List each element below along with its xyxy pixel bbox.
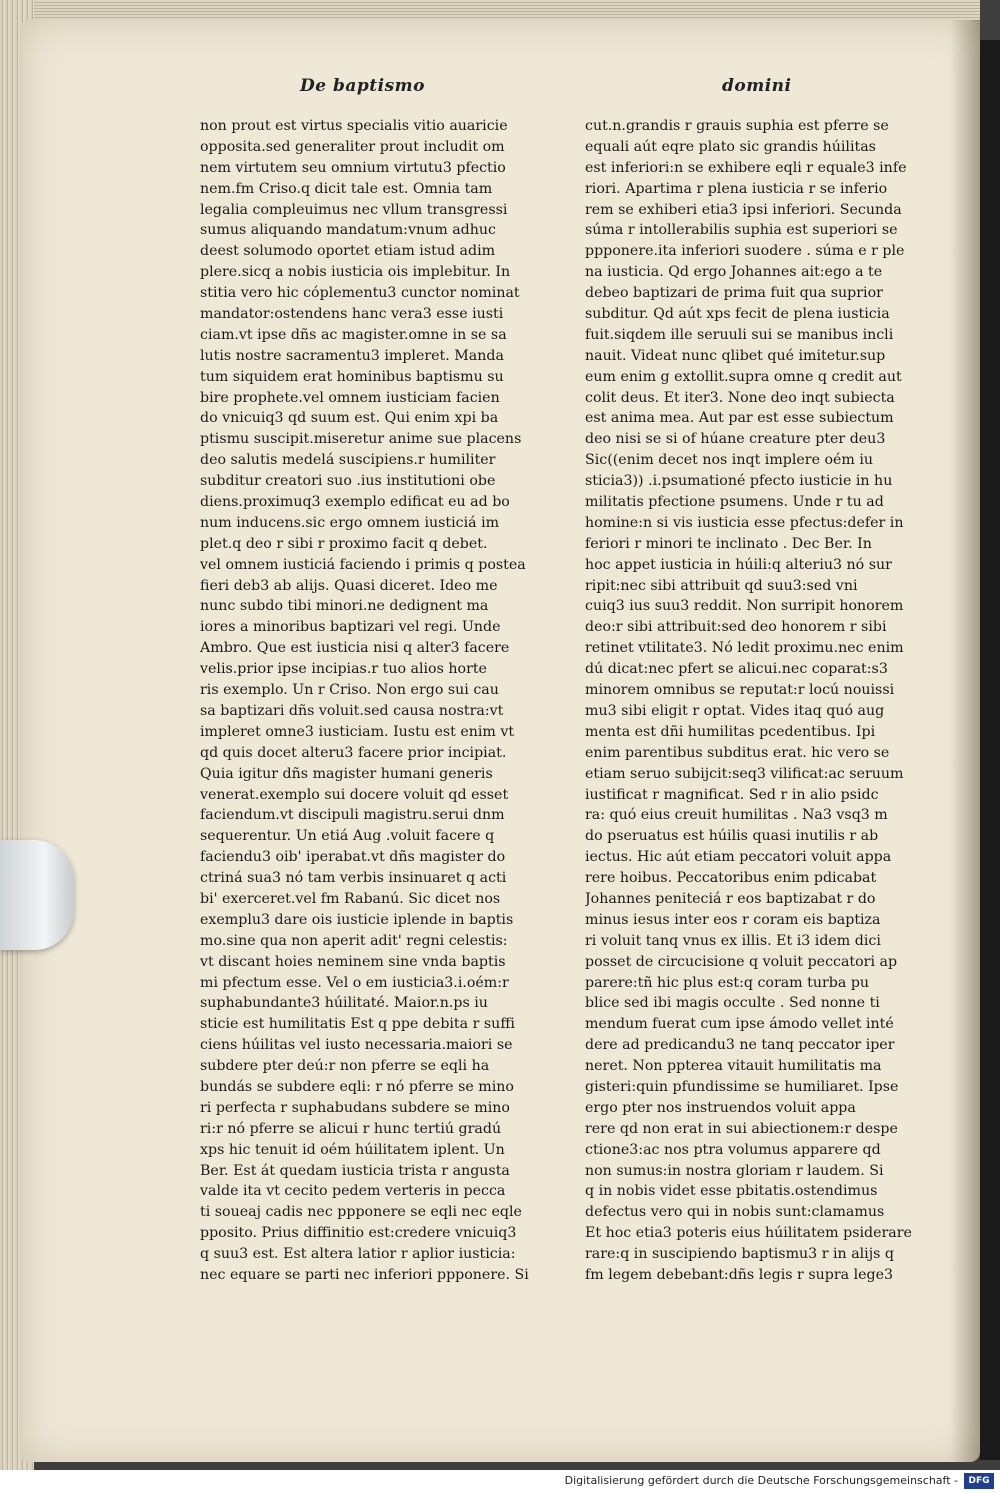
text-line: est anima mea. Aut par est esse subiectum bbox=[585, 410, 894, 427]
text-line: lutis nostre sacramentu3 impleret. Manda bbox=[200, 347, 504, 364]
text-line: ripit:nec sibi attribuit qd suu3:sed vni bbox=[585, 577, 858, 594]
text-line: Quia igitur dñs magister humani generis bbox=[200, 765, 493, 782]
text-line: do pseruatus est húilis quasi inutilis r ab bbox=[585, 828, 879, 845]
footer-bar bbox=[0, 1470, 1000, 1493]
text-line: súma r intollerabilis suphia est superiori se bbox=[585, 222, 898, 239]
text-line: menta est dñi humilitas pcedentibus. Ipi bbox=[585, 723, 876, 740]
text-line: iores a minoribus baptizari vel regi. Unde bbox=[200, 619, 501, 636]
text-line: feriori r minori te inclinato . Dec Ber. In bbox=[585, 535, 872, 552]
text-line: opposita.sed generaliter prout includit om bbox=[200, 138, 505, 155]
text-line: mandator:ostendens hanc vera3 esse iusti bbox=[200, 306, 504, 323]
text-line: qd quis docet alteru3 facere prior incipiat. bbox=[200, 744, 507, 761]
text-line: ciens húilitas vel iusto necessaria.maiori se bbox=[200, 1037, 513, 1054]
text-line: parere:tñ hic plus est:q coram turba pu bbox=[585, 974, 870, 991]
text-line: velis.prior ipse incipias.r tuo alios horte bbox=[200, 661, 487, 678]
text-line: rere qd non erat in sui abiectionem:r despe bbox=[585, 1120, 898, 1137]
text-line: bire prophete.vel omnem iusticiam facien bbox=[200, 389, 500, 406]
text-line: do vnicuiq3 qd suum est. Qui enim xpi ba bbox=[200, 410, 499, 427]
text-line: q suu3 est. Est altera latior r aplior iusticia: bbox=[200, 1246, 516, 1263]
text-line: dú dicat:nec pfert se alicui.nec coparat:s3 bbox=[585, 661, 888, 678]
text-line: neret. Non ppterea vitauit humilitatis ma bbox=[585, 1058, 882, 1075]
text-line: venerat.exemplo sui docere voluit qd esset bbox=[200, 786, 509, 803]
text-line: plet.q deo r sibi r proximo facit q debet. bbox=[200, 535, 488, 552]
text-line: ri perfecta r suphabudans subdere se mino bbox=[200, 1099, 510, 1116]
text-line: homine:n si vis iusticia esse pfectus:defer in bbox=[585, 514, 904, 531]
footer-credit: Digitalisierung gefördert durch die Deutsche Forschungsgemeinschaft - bbox=[564, 1474, 958, 1487]
text-line: ris exemplo. Un r Criso. Non ergo sui cau bbox=[200, 682, 499, 699]
text-line: ergo pter nos instruendos voluit appa bbox=[585, 1099, 856, 1116]
text-line: nem.fm Criso.q dicit tale est. Omnia tam bbox=[200, 180, 493, 197]
text-line: cuiq3 ius suu3 reddit. Non surripit honorem bbox=[585, 598, 904, 615]
text-line: diens.proximuq3 exemplo edificat eu ad bo bbox=[200, 494, 510, 511]
text-line: Ber. Est át quedam iusticia trista r angusta bbox=[200, 1162, 510, 1179]
text-line: bundás se subdere eqli: r nó pferre se mino bbox=[200, 1078, 514, 1095]
text-line: impleret omne3 iusticiam. Iustu est enim vt bbox=[200, 723, 515, 740]
text-line: q in nobis videt esse pbitatis.ostendimus bbox=[585, 1183, 878, 1200]
text-line: non prout est virtus specialis vitio auaricie bbox=[200, 118, 508, 134]
text-line: nunc subdo tibi minori.ne dedignent ma bbox=[200, 598, 489, 615]
text-line: retinet vtilitate3. Nó ledit proximu.nec enim bbox=[585, 640, 904, 657]
text-line: num inducens.sic ergo omnem iusticiá im bbox=[200, 514, 500, 531]
text-line: exemplu3 dare ois iusticie iplende in baptis bbox=[200, 911, 514, 928]
text-line: sticia3)) .i.psumationé pfecto iusticie in hu bbox=[585, 473, 893, 490]
text-line: enim parentibus subditus erat. hic vero se bbox=[585, 744, 890, 761]
text-line: ciam.vt ipse dñs ac magister.omne in se sa bbox=[200, 326, 507, 343]
text-line: subditur. Qd aút xps fecit de plena iusticia bbox=[585, 306, 890, 323]
text-line: iustificat r magnificat. Sed r in alio psidc bbox=[585, 786, 879, 803]
text-line: mu3 sibi eligit r optat. Vides itaq quó aug bbox=[585, 702, 885, 719]
text-line: minus iesus inter eos r coram eis baptiza bbox=[585, 911, 881, 928]
text-line: fuit.siqdem ille seruuli sui se manibus incli bbox=[585, 326, 894, 343]
text-line: Sic((enim decet nos inqt implere oém iu bbox=[585, 452, 874, 469]
text-line: sequerentur. Un etiá Aug .voluit facere q bbox=[200, 828, 495, 845]
text-line: minorem omnibus se reputat:r locú nouissi bbox=[585, 682, 895, 699]
text-line: valde ita vt cecito pedem verteris in pecca bbox=[200, 1183, 506, 1200]
text-line: est inferiori:n se exhibere eqli r equale3 infe bbox=[585, 159, 907, 176]
text-line: ctriná sua3 nó tam verbis insinuaret q acti bbox=[200, 870, 507, 887]
text-column-left bbox=[200, 116, 565, 1286]
text-line: equali aút eqre plato sic grandis húilitas bbox=[585, 138, 876, 155]
text-line: Ambro. Que est iusticia nisi q alter3 facere bbox=[200, 640, 510, 657]
text-line: nauit. Videat nunc qlibet qué imitetur.sup bbox=[585, 347, 886, 364]
text-line: subditur creatori suo .ius institutioni obe bbox=[200, 473, 496, 490]
text-line: ra: quó eius creuit humilitas . Na3 vsq3 m bbox=[585, 807, 888, 824]
page-clip bbox=[0, 840, 74, 950]
text-line: Et hoc etia3 poteris eius húilitatem psiderare bbox=[585, 1225, 912, 1242]
text-line: posset de circucisione q voluit peccatori ap bbox=[585, 953, 898, 970]
text-line: non sumus:in nostra gloriam r laudem. Si bbox=[585, 1162, 884, 1179]
text-line: etiam seruo subijcit:seq3 vilificat:ac seruum bbox=[585, 765, 904, 782]
text-line: ctione3:ac nos ptra volumus apparere qd bbox=[585, 1141, 881, 1158]
text-line: sumus aliquando mandatum:vnum adhuc bbox=[200, 222, 496, 239]
dfg-logo: DFG bbox=[964, 1473, 994, 1489]
text-line: bi' exerceret.vel fm Rabanú. Sic dicet nos bbox=[200, 890, 501, 907]
text-line: faciendu3 oib' iperabat.vt dñs magister do bbox=[200, 849, 506, 866]
text-line: vel omnem iusticiá faciendo i primis q postea bbox=[200, 556, 526, 573]
text-line: suphabundante3 húilitaté. Maior.n.ps iu bbox=[200, 995, 488, 1012]
text-line: dere ad predicandu3 ne tanq peccator iper bbox=[585, 1037, 895, 1054]
text-line: ri:r nó pferre se alicui r hunc tertiú gradú bbox=[200, 1120, 502, 1137]
text-line: rem se exhiberi etia3 ipsi inferiori. Secunda bbox=[585, 201, 902, 218]
text-line: defectus vero qui in nobis sunt:clamamus bbox=[585, 1204, 885, 1221]
text-line: riori. Apartima r plena iusticia r se inferio bbox=[585, 180, 888, 197]
text-line: deo:r sibi attribuit:sed deo honorem r sibi bbox=[585, 619, 887, 636]
text-line: ri voluit tanq vnus ex illis. Et i3 idem dici bbox=[585, 932, 881, 949]
text-line: fm legem debebant:dñs legis r supra lege3 bbox=[585, 1266, 894, 1283]
text-line: sa baptizari dñs voluit.sed causa nostra:vt bbox=[200, 702, 504, 719]
text-line: faciendum.vt discipuli magistru.serui dnm bbox=[200, 807, 505, 824]
text-line: nec equare se parti nec inferiori ppponere. Si bbox=[200, 1266, 529, 1283]
text-line: ti soueaj cadis nec ppponere se eqli nec eqle bbox=[200, 1204, 522, 1221]
text-line: vt discant hoies neminem sine vnda baptis bbox=[200, 953, 506, 970]
text-line: deest solumodo oportet etiam istud adim bbox=[200, 243, 496, 260]
text-line: sticie est humilitatis Est q ppe debita r suffi bbox=[200, 1016, 515, 1033]
text-line: militatis pfectione psumens. Unde r tu ad bbox=[585, 494, 884, 511]
running-head-left: De baptismo bbox=[300, 76, 425, 96]
text-line: nem virtutem seu omnium virtutu3 pfectio bbox=[200, 159, 506, 176]
text-line: gisteri:quin pfundissime se humiliaret. Ipse bbox=[585, 1078, 899, 1095]
text-line: ptismu suscipit.miseretur anime sue placens bbox=[200, 431, 522, 448]
text-line: mo.sine qua non aperit adit' regni celestis: bbox=[200, 932, 508, 949]
text-line: cut.n.grandis r grauis suphia est pferre se bbox=[585, 118, 889, 134]
text-line: tum siquidem erat hominibus baptismu su bbox=[200, 368, 504, 385]
running-head-right: domini bbox=[722, 76, 792, 96]
text-line: colit deus. Et iter3. None deo inqt subiecta bbox=[585, 389, 895, 406]
text-line: mendum fuerat cum ipse ámodo vellet inté bbox=[585, 1016, 894, 1033]
text-line: pposito. Prius diffinitio est:credere vnicuiq3 bbox=[200, 1225, 517, 1242]
text-line: fieri deb3 ab alijs. Quasi diceret. Ideo me bbox=[200, 577, 498, 594]
text-line: blice sed ibi magis occulte . Sed nonne ti bbox=[585, 995, 880, 1012]
text-line: rere hoibus. Peccatoribus enim pdicabat bbox=[585, 870, 877, 887]
text-line: rare:q in suscipiendo baptismu3 r in alijs q bbox=[585, 1246, 894, 1263]
text-line: eum enim g extollit.supra omne q credit aut bbox=[585, 368, 902, 385]
text-column-right bbox=[585, 116, 950, 1286]
text-line: iectus. Hic aút etiam peccatori voluit appa bbox=[585, 849, 892, 866]
text-line: debeo baptizari de prima fuit qua suprior bbox=[585, 285, 883, 302]
text-line: stitia vero hic cóplementu3 cunctor nominat bbox=[200, 285, 520, 302]
text-line: na iusticia. Qd ergo Johannes ait:ego a te bbox=[585, 264, 883, 281]
text-line: ppponere.ita inferiori suodere . súma e r ple bbox=[585, 243, 905, 260]
text-line: Johannes peniteciá r eos baptizabat r do bbox=[585, 890, 876, 907]
text-line: xps hic tenuit id oém húilitatem iplent. Un bbox=[200, 1141, 505, 1158]
text-line: legalia compleuimus nec vllum transgressi bbox=[200, 201, 508, 218]
text-line: deo nisi se si of húane creature pter deu3 bbox=[585, 431, 886, 448]
text-line: hoc appet iusticia in húili:q alteriu3 nó sur bbox=[585, 556, 892, 573]
text-line: deo salutis medelá suscipiens.r humiliter bbox=[200, 452, 496, 469]
text-line: mi pfectum esse. Vel o em iusticia3.i.oém:r bbox=[200, 974, 509, 991]
page-gutter-shadow bbox=[980, 40, 1000, 1460]
text-line: subdere pter deú:r non pferre se eqli ha bbox=[200, 1058, 490, 1075]
text-line: plere.sicq a nobis iusticia ois implebitur. In bbox=[200, 264, 511, 281]
